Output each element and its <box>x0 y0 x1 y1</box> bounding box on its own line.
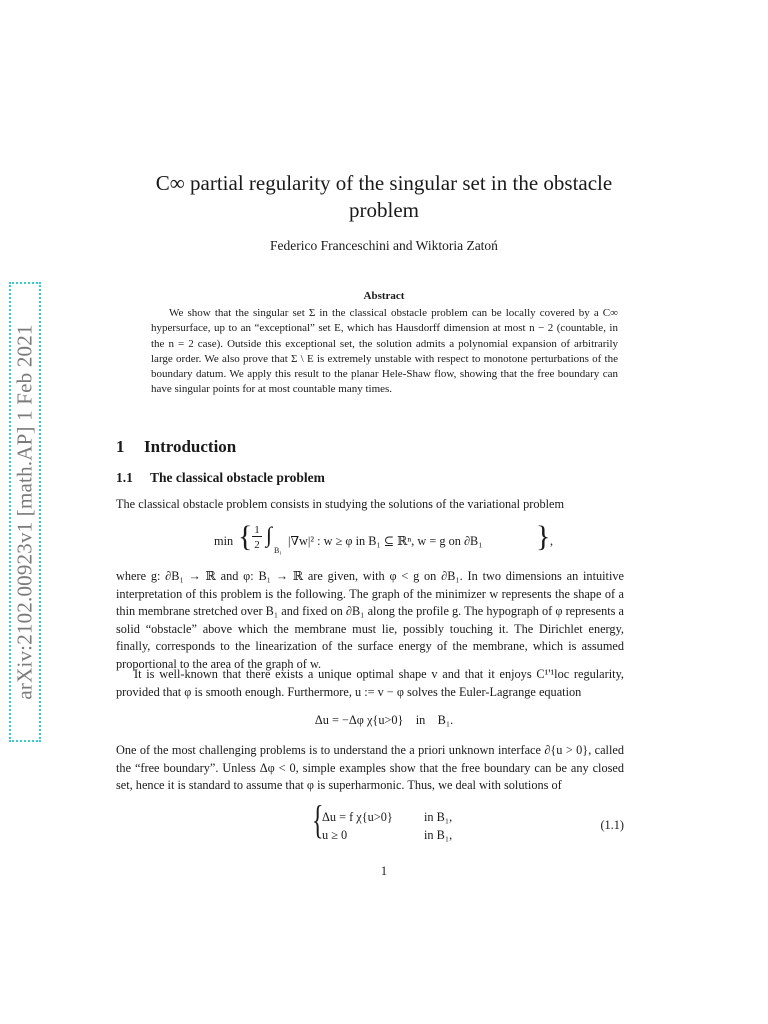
section-number: 1 <box>116 437 125 456</box>
eq1-min: min <box>214 534 234 548</box>
abstract-heading: Abstract <box>363 290 405 302</box>
paragraph-4: One of the most challenging problems is to understand the a priori unknown interface ∂{u > 0}, called the “free boundary”. Unless Δφ < 0, simple examples show that the free boundary can be any closed set, hence it is standard to assume that φ is superharmonic. Thus, we deal with solutions of <box>116 743 624 793</box>
eq3-row1-right: in B₁, <box>424 810 453 824</box>
eq3-row2-right: in B₁, <box>424 828 453 842</box>
eq1-right-brace: } <box>536 520 551 553</box>
title-line-2: problem <box>349 198 419 222</box>
eq1-body: |∇w|² : w ≥ φ in B₁ ⊆ ℝⁿ, w = g on ∂B₁ <box>288 534 483 548</box>
eq1-integral: ∫ <box>266 522 273 547</box>
eq3-row2-left: u ≥ 0 <box>322 828 348 842</box>
subsection-number: 1.1 <box>116 470 133 485</box>
title-line-1: C∞ partial regularity of the singular set in the obstacle <box>155 171 613 195</box>
paragraph-1: The classical obstacle problem consists in studying the solutions of the variational problem <box>116 497 565 511</box>
section-heading <box>116 437 236 457</box>
paper-title <box>120 170 648 224</box>
equation-system-1-1 <box>312 797 624 848</box>
subsection-title: The classical obstacle problem <box>150 470 325 485</box>
page-number: 1 <box>380 864 388 878</box>
eq3-brace: { <box>312 797 324 842</box>
equation-euler-lagrange: Δu = −Δφ χ{u>0} in B₁. <box>314 713 454 727</box>
eq1-frac-num: 1 <box>252 524 262 537</box>
arxiv-side-stamp <box>2 282 48 742</box>
eq1-frac-den: 2 <box>254 539 260 551</box>
abstract-text: We show that the singular set Σ in the classical obstacle problem can be locally covered by a C∞ hypersurface, up to an “exceptional” set E, which has Hausdorff dimension at most n − 2 (countable, in the n = 2 case). Outside this exceptional set, the solution admits a polynomial expansion of arbitrarily large order. We also prove that Σ \ E is extremely unstable with respect to monotone perturbations of the boundary datum. We apply this result to the planar Hele-Shaw flow, showing that the free boundary can have singular points for at most countable many times. <box>151 307 618 396</box>
paragraph-2: where g: ∂B₁ → ℝ and φ: B₁ → ℝ are given, with φ < g on ∂B₁. In two dimensions an intuitive interpretation of this problem is the following. The graph of the minimizer w represents the shape of a thin membrane stretched over B₁ and fixed on ∂B₁ along the profile g. The hypograph of φ represents a solid “obstacle” above which the membrane must lie, possibly touching it. The Dirichlet energy, finally, corresponds to the linearization of the surface energy of the membrane, which is assumed proportional to the area of the graph of w. <box>116 569 624 671</box>
section-title: Introduction <box>144 437 237 456</box>
paragraph-3: It is well-known that there exists a unique optimal shape v and that it enjoys C¹'¹loc regularity, provided that φ is smooth enough. Furthermore, u := v − φ solves the Euler-Lagrange equation <box>116 667 624 699</box>
eq1-trail: , <box>550 534 554 548</box>
arxiv-identifier: arXiv:2102.00923v1 [math.AP] 1 Feb 2021 <box>12 324 37 700</box>
eq3-row1-left: Δu = f χ{u>0} <box>322 810 393 824</box>
authors: Federico Franceschini and Wiktoria Zatoń <box>270 238 498 253</box>
subsection-heading <box>116 470 325 486</box>
eq3-label: (1.1) <box>600 818 624 832</box>
eq1-int-sub: B₁ <box>274 546 283 555</box>
eq1-left-brace: { <box>238 520 253 553</box>
equation-variational <box>214 520 574 560</box>
